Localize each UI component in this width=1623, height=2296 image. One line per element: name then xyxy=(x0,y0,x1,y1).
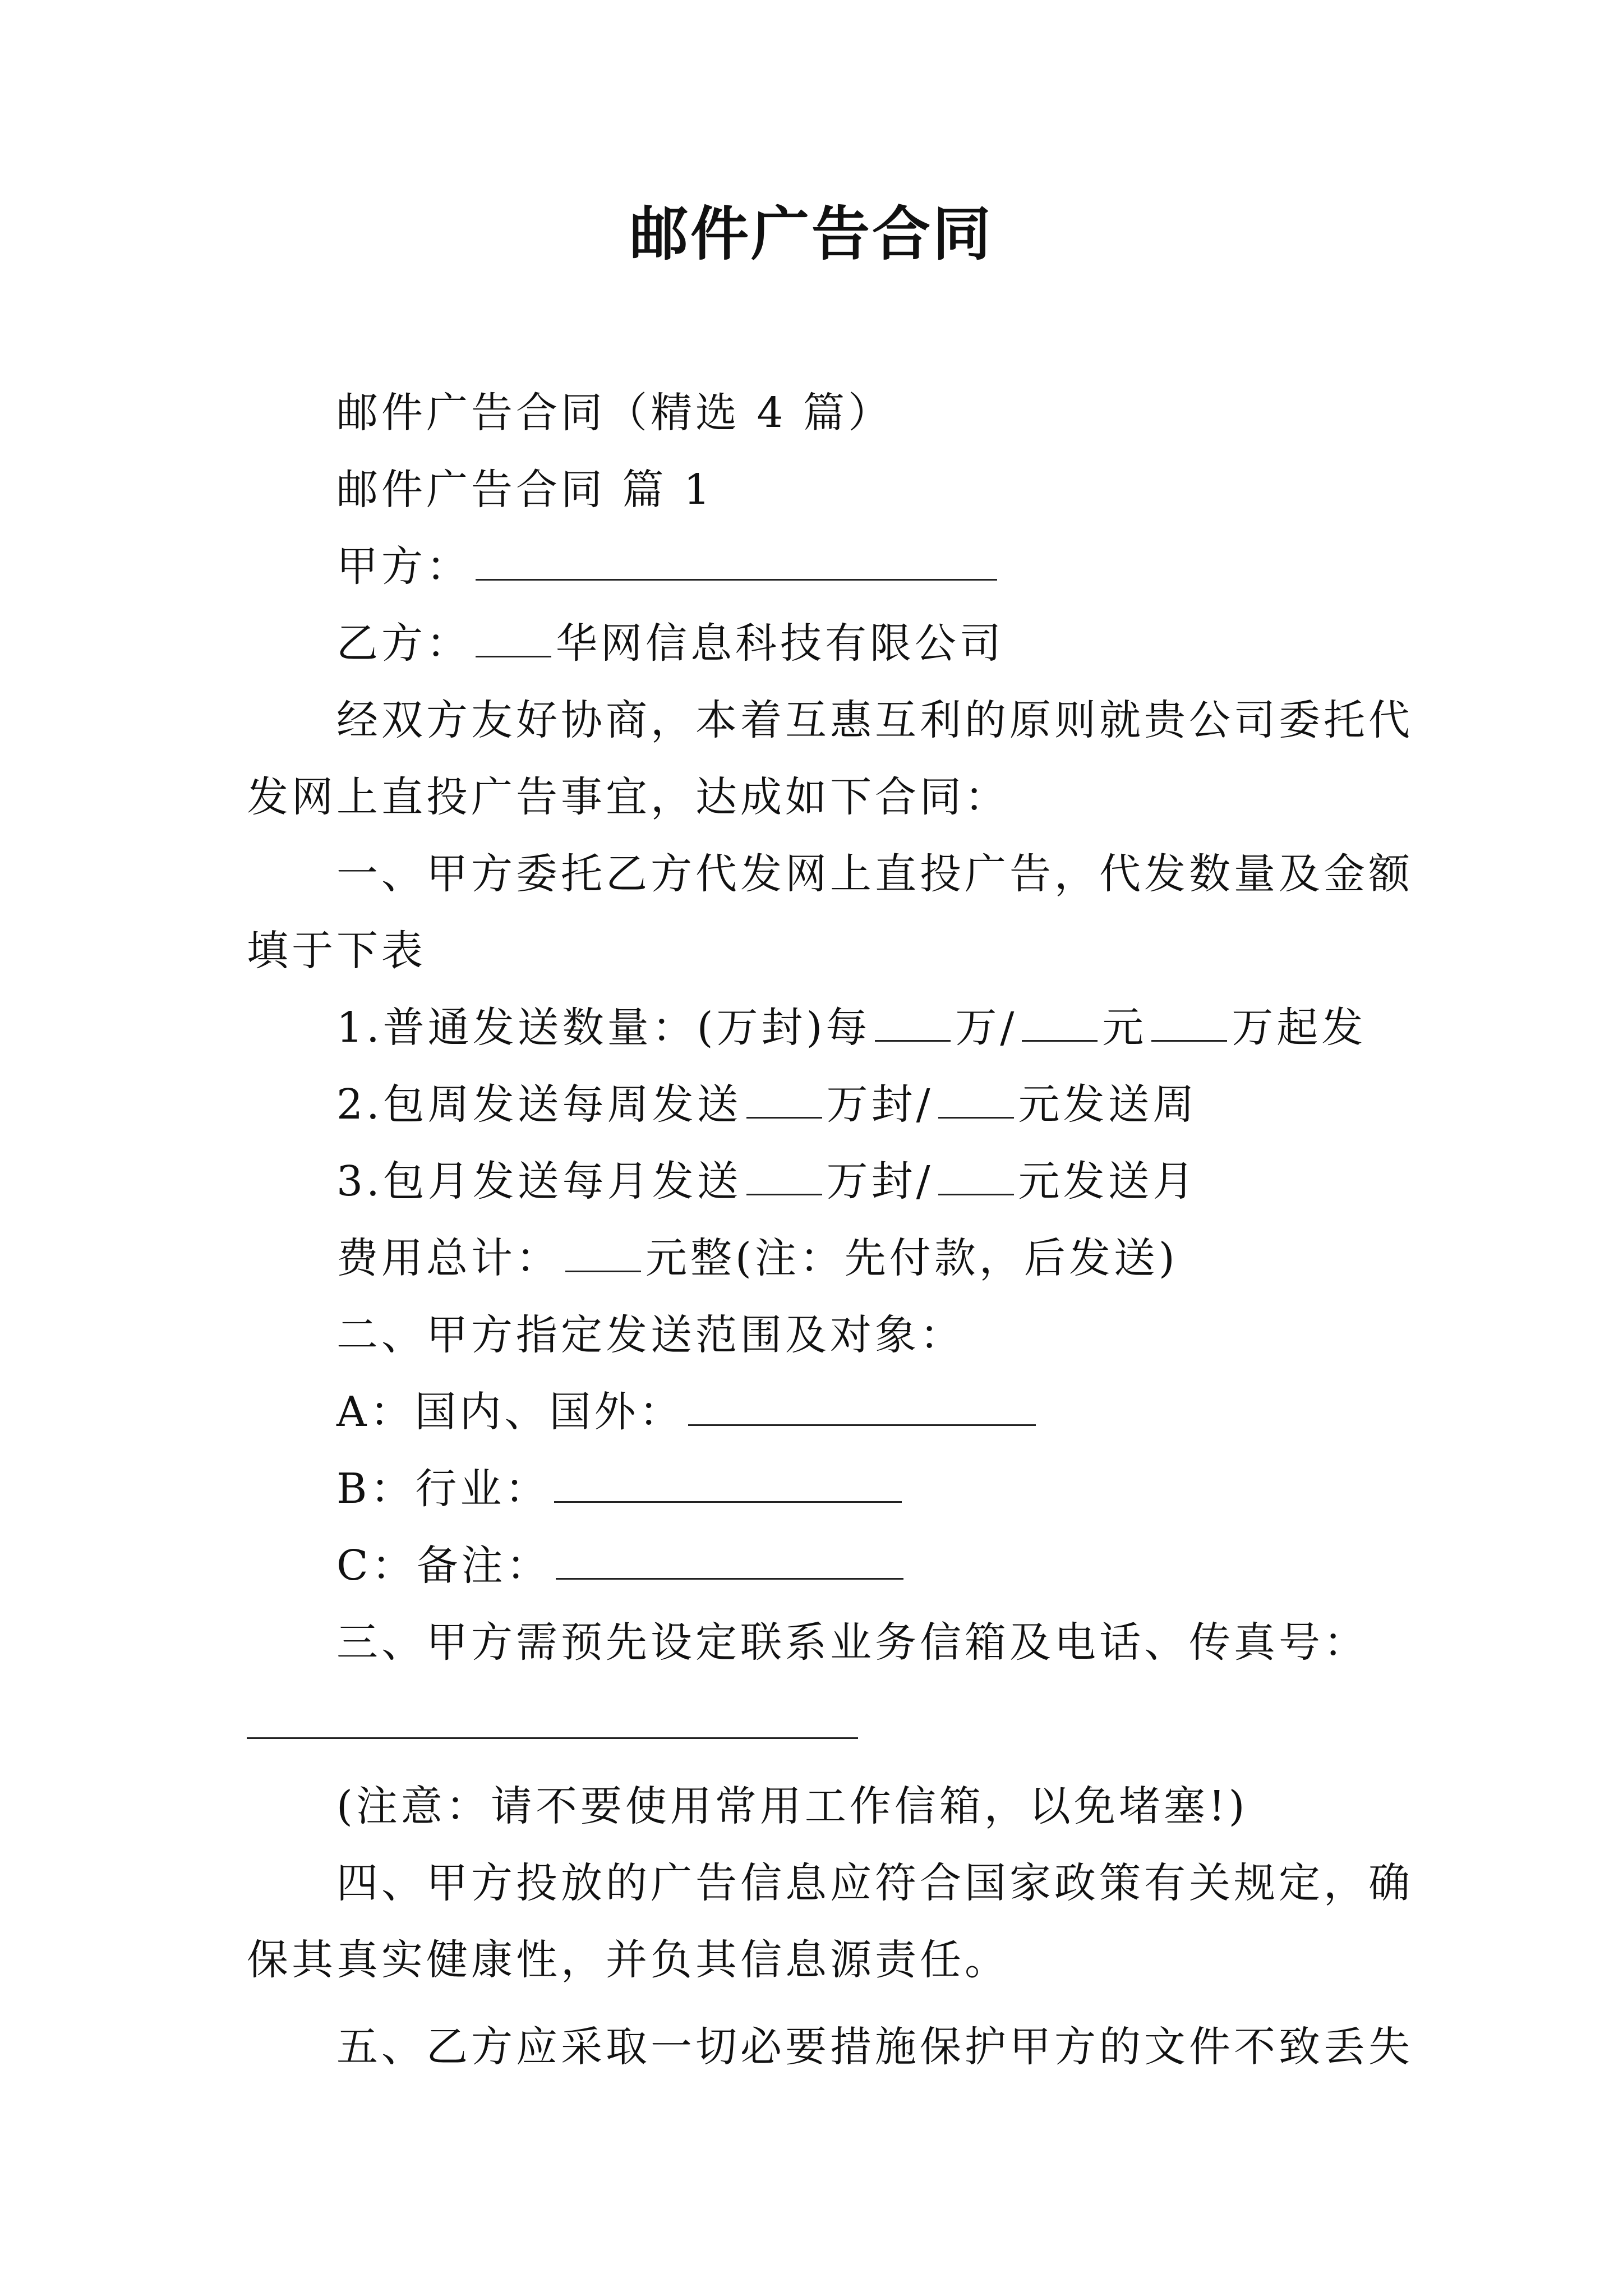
clause-4-line-2 xyxy=(247,1922,1388,1999)
party-a-line xyxy=(247,528,1388,605)
scope-a-line xyxy=(247,1374,1388,1451)
paragraph-text: 一、甲方委托乙方代发网上直投广告，代发数量及金额 xyxy=(336,850,1413,898)
subtitle-line xyxy=(247,375,1388,452)
fill-blank xyxy=(1022,1005,1098,1042)
item-text: 元发送周 xyxy=(1018,1080,1198,1129)
item-text: 元 xyxy=(1102,1004,1147,1052)
contact-blank-line xyxy=(247,1681,1388,1758)
party-b-name: 华网信息科技有限公司 xyxy=(556,619,1004,668)
item-text: 元整(注：先付款，后发送) xyxy=(645,1234,1178,1282)
fill-blank xyxy=(875,1005,951,1042)
paragraph-text: 四、甲方投放的广告信息应符合国家政策有关规定，确 xyxy=(336,1859,1413,1907)
item-text: 万封/ xyxy=(826,1157,934,1205)
paragraph-text: 二、甲方指定发送范围及对象： xyxy=(336,1311,965,1359)
fill-blank xyxy=(746,1082,822,1119)
fill-blank xyxy=(1151,1005,1227,1042)
clause-5-line-1 xyxy=(247,2009,1413,2086)
party-a-blank xyxy=(476,544,997,581)
paragraph-text: 填于下表 xyxy=(247,927,426,975)
item-text: 3.包月发送每月发送 xyxy=(336,1157,742,1205)
section-heading-text: 邮件广告合同 篇 1 xyxy=(336,466,714,514)
item-1-line xyxy=(247,990,1388,1066)
item-text: 万/ xyxy=(955,1004,1018,1052)
clause-1-line-1 xyxy=(247,836,1413,913)
item-text: 2.包周发送每周发送 xyxy=(336,1080,742,1129)
paragraph-intro-line-2 xyxy=(247,759,1388,836)
paragraph-text: 五、乙方应采取一切必要措施保护甲方的文件不致丢失 xyxy=(336,2023,1413,2071)
note-line xyxy=(247,1768,1388,1845)
item-text: C：备注： xyxy=(336,1542,551,1590)
item-text: 1.普通发送数量：(万封)每 xyxy=(336,1004,871,1052)
paragraph-text: 经双方友好协商，本着互惠互利的原则就贵公司委托代 xyxy=(336,696,1413,744)
fill-blank xyxy=(565,1236,641,1272)
document-title: 邮件广告合同 xyxy=(629,199,993,268)
item-text: B：行业： xyxy=(336,1465,550,1513)
scope-b-line xyxy=(247,1451,1388,1527)
fill-blank xyxy=(247,1737,858,1739)
fill-blank xyxy=(746,1159,822,1195)
section-heading xyxy=(247,452,1388,528)
fill-blank xyxy=(938,1082,1014,1119)
paragraph-text: 三、甲方需预先设定联系业务信箱及电话、传真号： xyxy=(336,1618,1368,1667)
total-cost-line xyxy=(247,1220,1388,1297)
paragraph-intro-line-1 xyxy=(247,682,1413,759)
fill-blank xyxy=(556,1543,903,1580)
item-text: 元发送月 xyxy=(1018,1157,1198,1205)
party-b-label: 乙方： xyxy=(336,619,471,668)
document-body xyxy=(247,375,1413,2086)
item-text: 万封/ xyxy=(826,1080,934,1129)
item-2-line xyxy=(247,1066,1388,1143)
subtitle-text: 邮件广告合同（精选 4 篇） xyxy=(336,389,893,437)
scope-c-line xyxy=(247,1527,1388,1604)
paragraph-text: 发网上直投广告事宜，达成如下合同： xyxy=(247,773,1009,821)
item-text: 费用总计： xyxy=(336,1234,561,1282)
clause-4-line-1 xyxy=(247,1845,1413,1922)
fill-blank xyxy=(938,1159,1014,1195)
party-a-label: 甲方： xyxy=(336,542,471,591)
clause-1-line-2 xyxy=(247,913,1388,990)
item-3-line xyxy=(247,1143,1388,1220)
party-b-blank xyxy=(476,621,551,657)
item-text: A：国内、国外： xyxy=(336,1388,684,1436)
paragraph-text: 保其真实健康性，并负其信息源责任。 xyxy=(247,1936,1009,1984)
fill-blank xyxy=(688,1389,1036,1426)
paragraph-text: (注意：请不要使用常用工作信箱，以免堵塞!) xyxy=(336,1782,1248,1830)
clause-2-line xyxy=(247,1297,1388,1374)
party-b-line xyxy=(247,605,1388,682)
fill-blank xyxy=(554,1466,902,1503)
item-text: 万起发 xyxy=(1232,1004,1367,1052)
clause-3-line xyxy=(247,1604,1388,1681)
